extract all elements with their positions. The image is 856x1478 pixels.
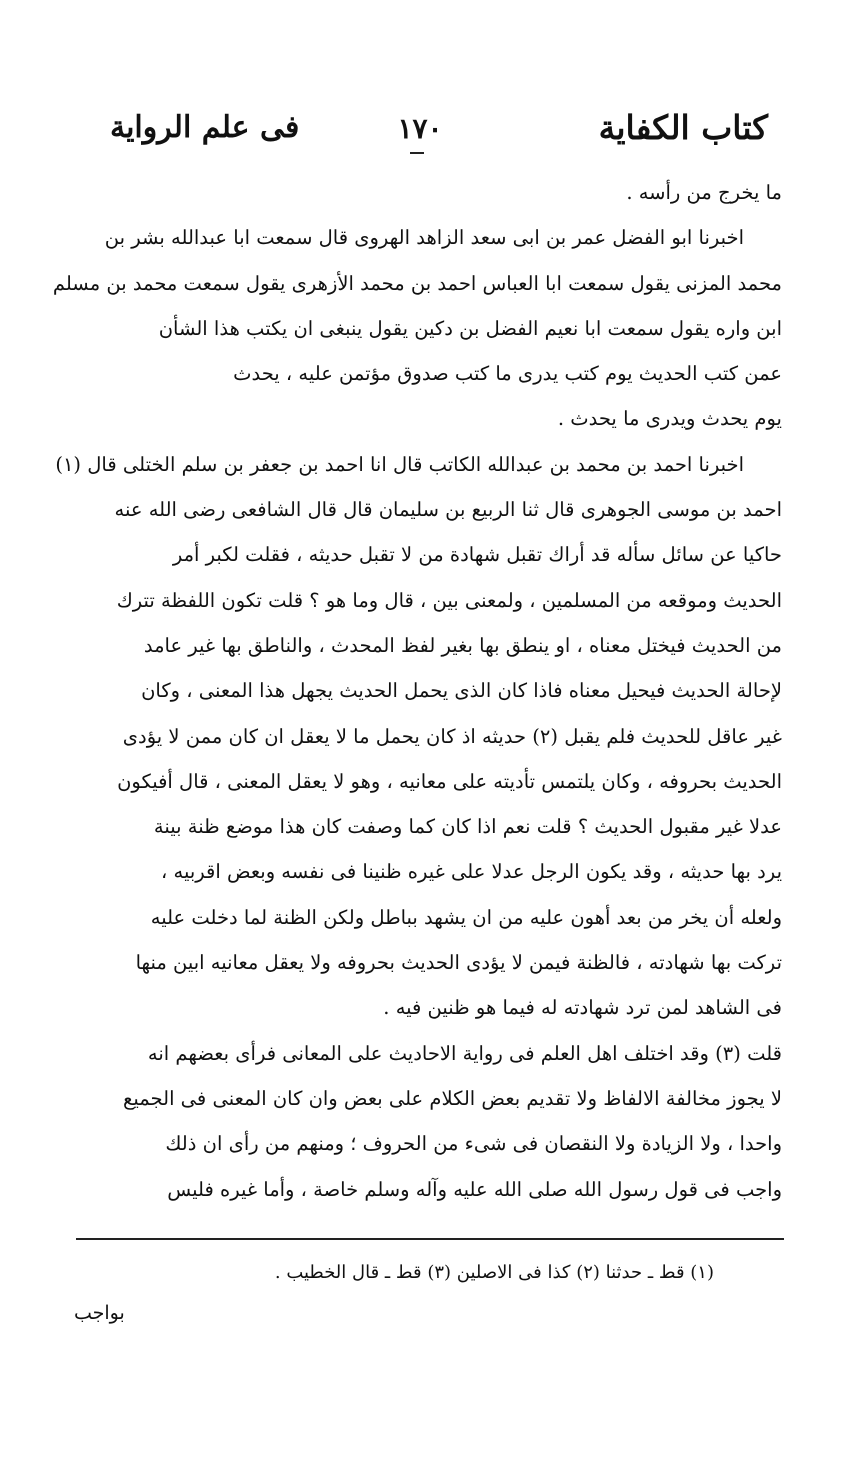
- text-line: قلت (٣) وقد اختلف اهل العلم فى رواية الاحاديث على المعانى فرأى بعضهم انه: [147, 1041, 782, 1065]
- text-line: عدلا غير مقبول الحديث ؟ قلت نعم اذا كان كما وصفت كان هذا موضع ظنة بينة: [153, 815, 782, 839]
- text-line: يوم يحدث ويدرى ما يحدث .: [557, 407, 782, 431]
- text-line: ابن واره يقول سمعت ابا نعيم الفضل بن دكين يقول ينبغى ان يكتب هذا الشأن: [158, 316, 782, 340]
- section-title: فى علم الرواية: [110, 110, 300, 145]
- main-text: [52, 170, 782, 1212]
- book-title: كتاب الكفاية: [598, 108, 768, 147]
- catchword: بواجب: [74, 1302, 125, 1324]
- text-line: محمد المزنى يقول سمعت ابا العباس احمد بن محمد الأزهرى يقول سمعت محمد بن مسلم: [52, 271, 782, 295]
- text-line: لإحالة الحديث فيحيل معناه فاذا كان الذى يحمل الحديث يجهل هذا المعنى ، وكان: [141, 679, 782, 703]
- text-line: احمد بن موسى الجوهرى قال ثنا الربيع بن سليمان قال قال الشافعى رضى الله عنه: [114, 498, 782, 522]
- text-line: ولعله أن يخر من بعد أهون عليه من ان يشهد بباطل ولكن الظنة لما دخلت عليه: [150, 905, 782, 929]
- text-line: الحديث وموقعه من المسلمين ، ولمعنى بين ، قال وما هو ؟ قلت تكون اللفظة تترك: [116, 588, 782, 612]
- text-line: حاكيا عن سائل سأله قد أراك تقبل شهادة من لا تقبل حديثه ، فقلت لكبر أمر: [172, 543, 782, 567]
- text-line: تركت بها شهادته ، فالظنة فيمن لا يؤدى الحديث بحروفه ولا يعقل معانيه ابين منها: [135, 951, 782, 975]
- text-line: فى الشاهد لمن ترد شهادته له فيما هو ظنين فيه .: [383, 996, 782, 1020]
- footnote-divider: [76, 1238, 784, 1240]
- text-line: من الحديث فيختل معناه ، او ينطق بها بغير لفظ المحدث ، والناطق بها غير عامد: [143, 633, 782, 657]
- text-line: اخبرنا احمد بن محمد بن عبدالله الكاتب قال انا احمد بن جعفر بن سلم الختلى قال (١): [55, 452, 744, 476]
- text-line: اخبرنا ابو الفضل عمر بن ابى سعد الزاهد الهروى قال سمعت ابا عبدالله بشر بن: [104, 226, 744, 250]
- page-number: ١٧٠: [397, 112, 443, 145]
- text-line: يرد بها حديثه ، وقد يكون الرجل عدلا على غيره ظنينا فى نفسه وبعض اقربيه ،: [161, 860, 782, 884]
- text-line: الحديث بحروفه ، وكان يلتمس تأديته على معانيه ، وهو لا يعقل المعنى ، قال أفيكون: [117, 769, 782, 793]
- text-line: واحدا ، ولا الزيادة ولا النقصان فى شىء من الحروف ؛ ومنهم من رأى ان ذلك: [165, 1132, 782, 1156]
- text-line: عمن كتب الحديث يوم كتب يدرى ما كتب صدوق مؤتمن عليه ، يحدث: [233, 362, 782, 386]
- page-number-mark: [410, 152, 424, 154]
- text-line: غير عاقل للحديث فلم يقبل (٢) حديثه اذ كان يحمل ما لا يعقل ان كان ممن لا يؤدى: [122, 724, 782, 748]
- text-line: لا يجوز مخالفة الالفاظ ولا تقديم بعض الكلام على بعض وان كان المعنى فى الجميع: [123, 1086, 782, 1110]
- text-line: واجب فى قول رسول الله صلى الله عليه وآله وسلم خاصة ، وأما غيره فليس: [167, 1177, 782, 1201]
- text-line: ما يخرج من رأسه .: [626, 181, 782, 204]
- running-header: [110, 108, 768, 158]
- footnotes: (١) قط ـ حدثنا (٢) كذا فى الاصلين (٣) قط ـ قال الخطيب .: [274, 1262, 714, 1283]
